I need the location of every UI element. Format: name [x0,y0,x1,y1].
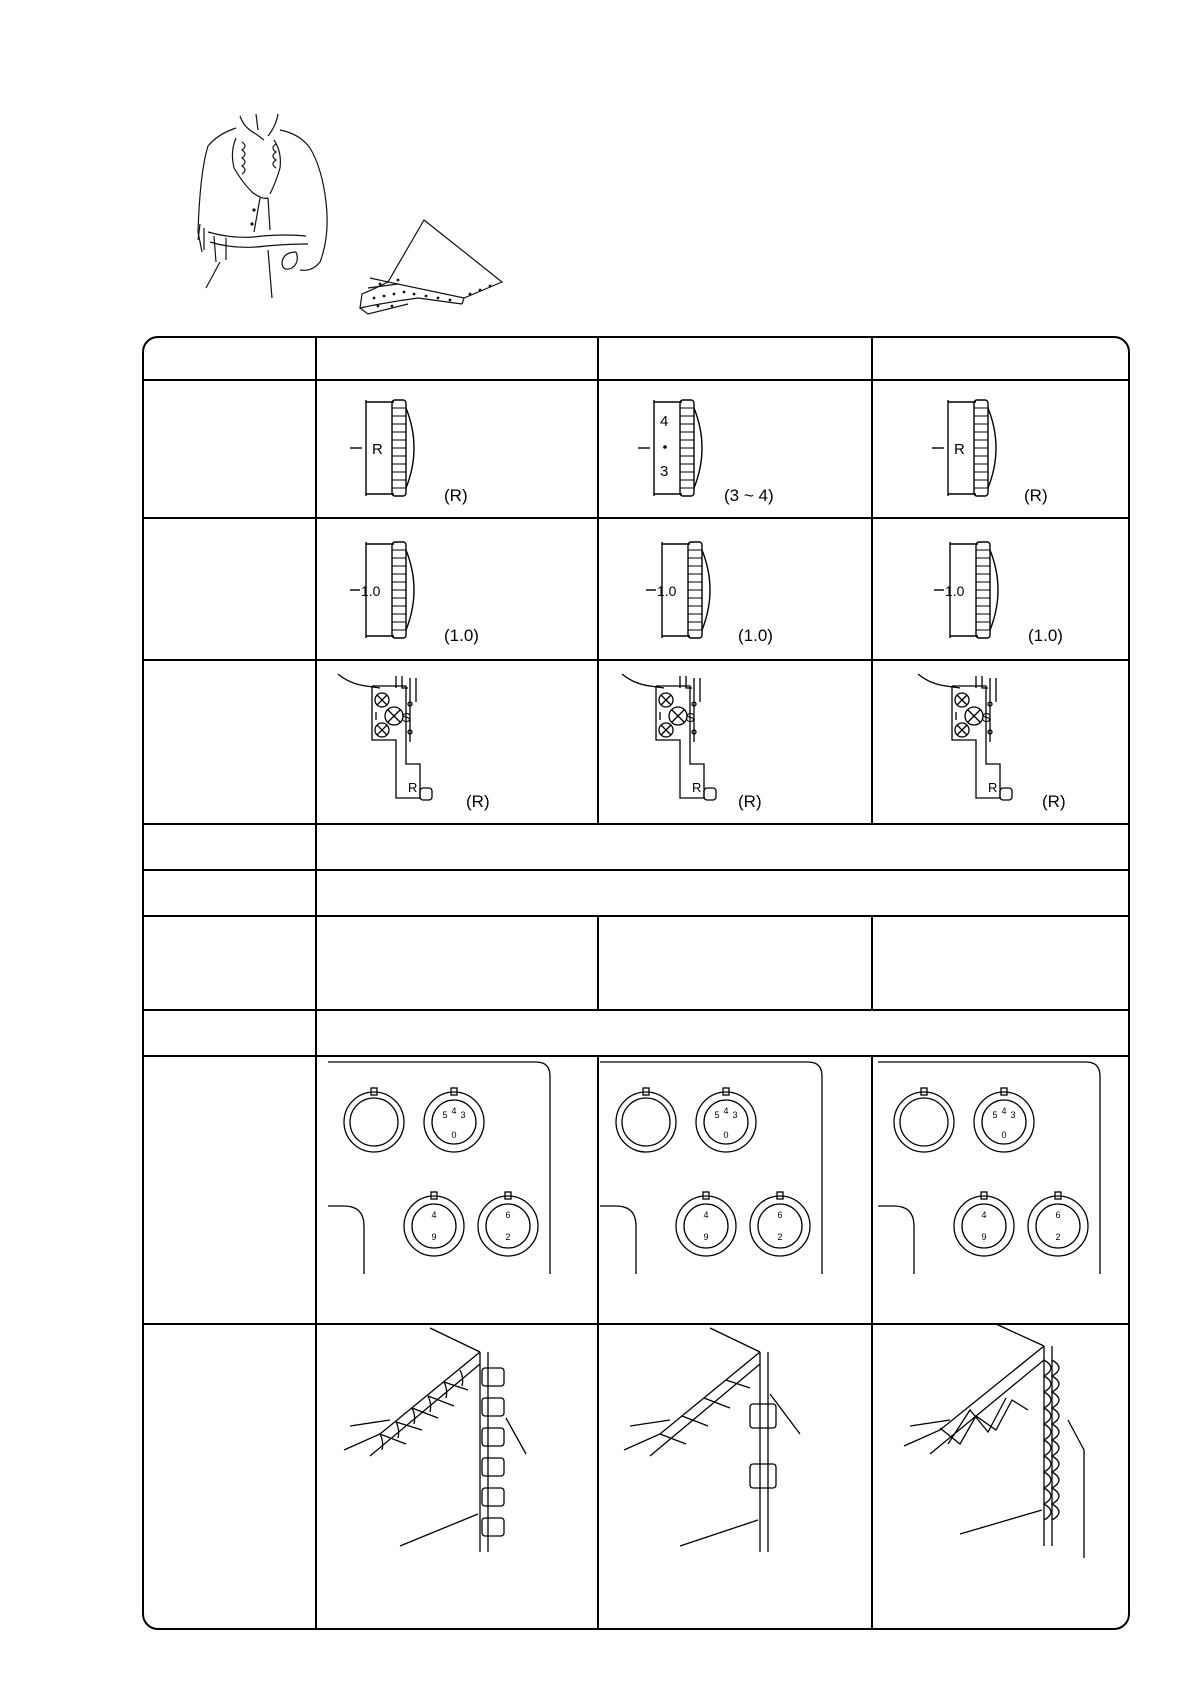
tension-digit: 3 [460,1110,466,1120]
plate-screw-mark: S [982,710,991,725]
dial-knob-icon [932,396,1002,500]
dial-knob-icon [934,538,1004,642]
tension-digit: 5 [714,1110,720,1120]
stitch-finger-icon [620,672,730,812]
stitch-finger-plate-1 [336,672,446,812]
differential-value-2: (1.0) [738,626,773,645]
tension-digit: 6 [1055,1210,1061,1220]
tension-dials-icon [324,1058,564,1274]
stitch-length-value-1: (R) [444,486,468,505]
stitch-finger-plate-2 [620,672,730,812]
tension-panel-1 [324,1058,564,1274]
stitch-finger-value-2: (R) [738,792,762,811]
tension-panel-3 [874,1058,1114,1274]
differential-value-3: (1.0) [1028,626,1063,645]
tension-digit: 4 [981,1210,987,1220]
scarf-icon [358,218,506,318]
plate-screw-mark: S [686,710,695,725]
tension-panel-2 [596,1058,836,1274]
dial-knob-icon [638,396,708,500]
tension-digit: 0 [1001,1130,1007,1140]
stitch-length-dial-2 [638,396,708,500]
stitch-finger-icon [916,672,1026,812]
rolled-hem-stitch-icon [340,1324,540,1554]
stitch-diagram-2 [620,1324,820,1554]
stitch-finger-plate-3 [916,672,1026,812]
tension-digit: 5 [992,1110,998,1120]
tension-digit: 3 [1010,1110,1016,1120]
stitch-finger-icon [336,672,446,812]
stitch-finger-value-1: (R) [466,792,490,811]
dial-mark: 1.0 [361,583,381,599]
dial-knob-icon [350,538,420,642]
plate-lever-mark: R [692,780,702,795]
tension-digit: 9 [703,1232,709,1242]
dial-knob-icon [350,396,420,500]
stitch-finger-value-3: (R) [1042,792,1066,811]
stitch-length-dial-1 [350,396,420,500]
narrow-hem-stitch-icon [620,1324,820,1554]
dial-knob-icon [646,538,716,642]
plate-lever-mark: R [408,780,418,795]
blouse-illustration [196,112,344,300]
differential-dial-2 [646,538,716,642]
differential-dial-3 [934,538,1004,642]
tension-digit: 6 [777,1210,783,1220]
dial-mark: 1.0 [657,583,677,599]
scarf-illustration [358,218,506,318]
dial-mark-top: 4 [660,413,669,430]
picot-edge-stitch-icon [900,1320,1100,1560]
tension-dials-icon [596,1058,836,1274]
dial-mark: 1.0 [945,583,965,599]
tension-digit: 9 [431,1232,437,1242]
stitch-length-dial-3 [932,396,1002,500]
tension-digit: 2 [1055,1232,1061,1242]
tension-digit: 0 [723,1130,729,1140]
dial-mark: R [954,441,965,458]
tension-digit: 9 [981,1232,987,1242]
tension-digit: 2 [777,1232,783,1242]
tension-dials-icon [874,1058,1114,1274]
tension-digit: 3 [732,1110,738,1120]
differential-value-1: (1.0) [444,626,479,645]
tension-digit: 4 [431,1210,437,1220]
tension-digit: 4 [703,1210,709,1220]
plate-screw-mark: S [402,710,411,725]
tension-digit: 4 [723,1106,729,1116]
plate-lever-mark: R [988,780,998,795]
tension-digit: 4 [451,1106,457,1116]
differential-dial-1 [350,538,420,642]
tension-digit: 4 [1001,1106,1007,1116]
stitch-length-value-2: (3 ~ 4) [724,486,774,505]
blouse-icon [196,112,344,300]
stitch-diagram-3 [900,1320,1100,1560]
tension-digit: 0 [451,1130,457,1140]
stitch-length-value-3: (R) [1024,486,1048,505]
tension-digit: 6 [505,1210,511,1220]
tension-digit: 2 [505,1232,511,1242]
tension-digit: 5 [442,1110,448,1120]
dial-mark-bottom: 3 [660,463,669,480]
stitch-diagram-1 [340,1324,540,1554]
dial-mark: R [372,441,383,458]
